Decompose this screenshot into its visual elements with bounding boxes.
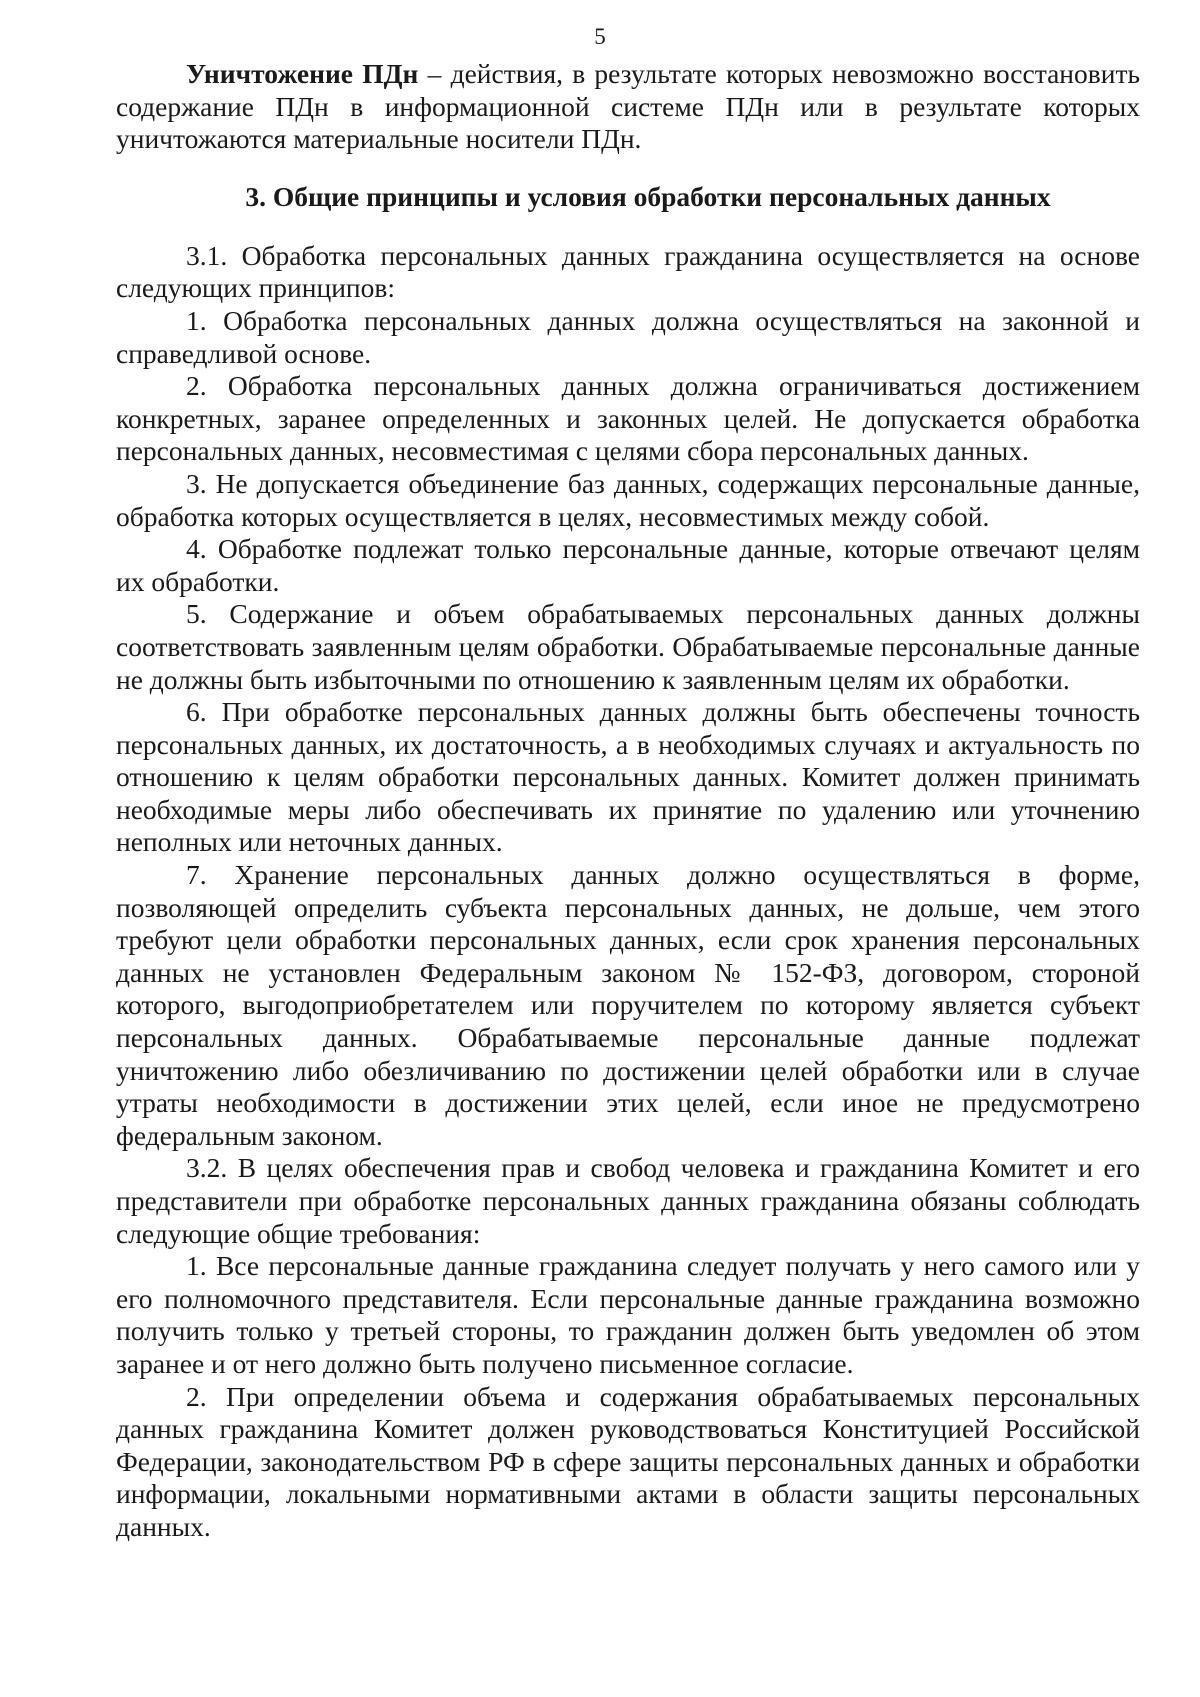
paragraph-3-1: 3.1. Обработка персональных данных гражданина осуществляется на основе следующих принципов: [116, 239, 1140, 304]
definition-paragraph [116, 58, 1140, 156]
principle-7: 7. Хранение персональных данных должно осуществляться в форме, позволяющей определить субъекта персональных данных, не дольше, чем этого требуют цели обработки персональных данных, если срок хранения персональных данных не установлен Федеральным законом № 152-ФЗ, договором, стороной которого, выгодоприобретателем или поручителем по которому является субъект персональных данных. Обрабатываемые персональные данные подлежат уничтожению либо обезличиванию по достижении целей обработки или в случае утраты необходимости в достижении этих целей, если иное не предусмотрено федеральным законом. [116, 859, 1140, 1151]
document-body [116, 58, 1140, 1544]
requirement-1: 1. Все персональные данные гражданина следует получать у него самого или у его полномочного представителя. Если персональные данные гражданина возможно получить только у третьей стороны, то гражданин должен быть уведомлен об этом заранее и от него должно быть получено письменное согласие. [116, 1250, 1140, 1379]
principle-6: 6. При обработке персональных данных должны быть обеспечены точность персональных данных, их достаточность, а в необходимых случаях и актуальность по отношению к целям обработки персональных данных. Комитет должен принимать необходимые меры либо обеспечивать их принятие по удалению или уточнению неполных или неточных данных. [116, 696, 1140, 858]
paragraph-3-2: 3.2. В целях обеспечения прав и свобод человека и гражданина Комитет и его представители при обработке персональных данных гражданина обязаны соблюдать следующие общие требования: [116, 1152, 1140, 1249]
principle-5: 5. Содержание и объем обрабатываемых персональных данных должны соответствовать заявленным целям обработки. Обрабатываемые персональные данные не должны быть избыточными по отношению к заявленным целям их обработки. [116, 598, 1140, 695]
definition-text: – действия, в результате которых невозможно восстановить содержание ПДн в информационной системе ПДн или в результате которых уничтожаются материальные носители ПДн. [116, 58, 1141, 155]
principle-1: 1. Обработка персональных данных должна осуществляться на законной и справедливой основе. [116, 304, 1140, 369]
requirement-2: 2. При определении объема и содержания обрабатываемых персональных данных гражданина Комитет должен руководствоваться Конституцией Российской Федерации, законодательством РФ в сфере защиты персональных данных и обработки информации, локальными нормативными актами в области защиты персональных данных. [116, 1380, 1140, 1542]
page-number: 5 [594, 24, 606, 49]
definition-term: Уничтожение ПДн [186, 58, 419, 89]
principle-3: 3. Не допускается объединение баз данных, содержащих персональные данные, обработка которых осуществляется в целях, несовместимых между собой. [116, 467, 1140, 532]
principle-4: 4. Обработке подлежат только персональные данные, которые отвечают целям их обработки. [116, 533, 1140, 597]
section-heading: 3. Общие принципы и условия обработки персональных данных [245, 180, 1051, 212]
principle-2: 2. Обработка персональных данных должна ограничиваться достижением конкретных, заранее определенных и законных целей. Не допускается обработка персональных данных, несовместимая с целями сбора персональных данных. [116, 370, 1140, 467]
